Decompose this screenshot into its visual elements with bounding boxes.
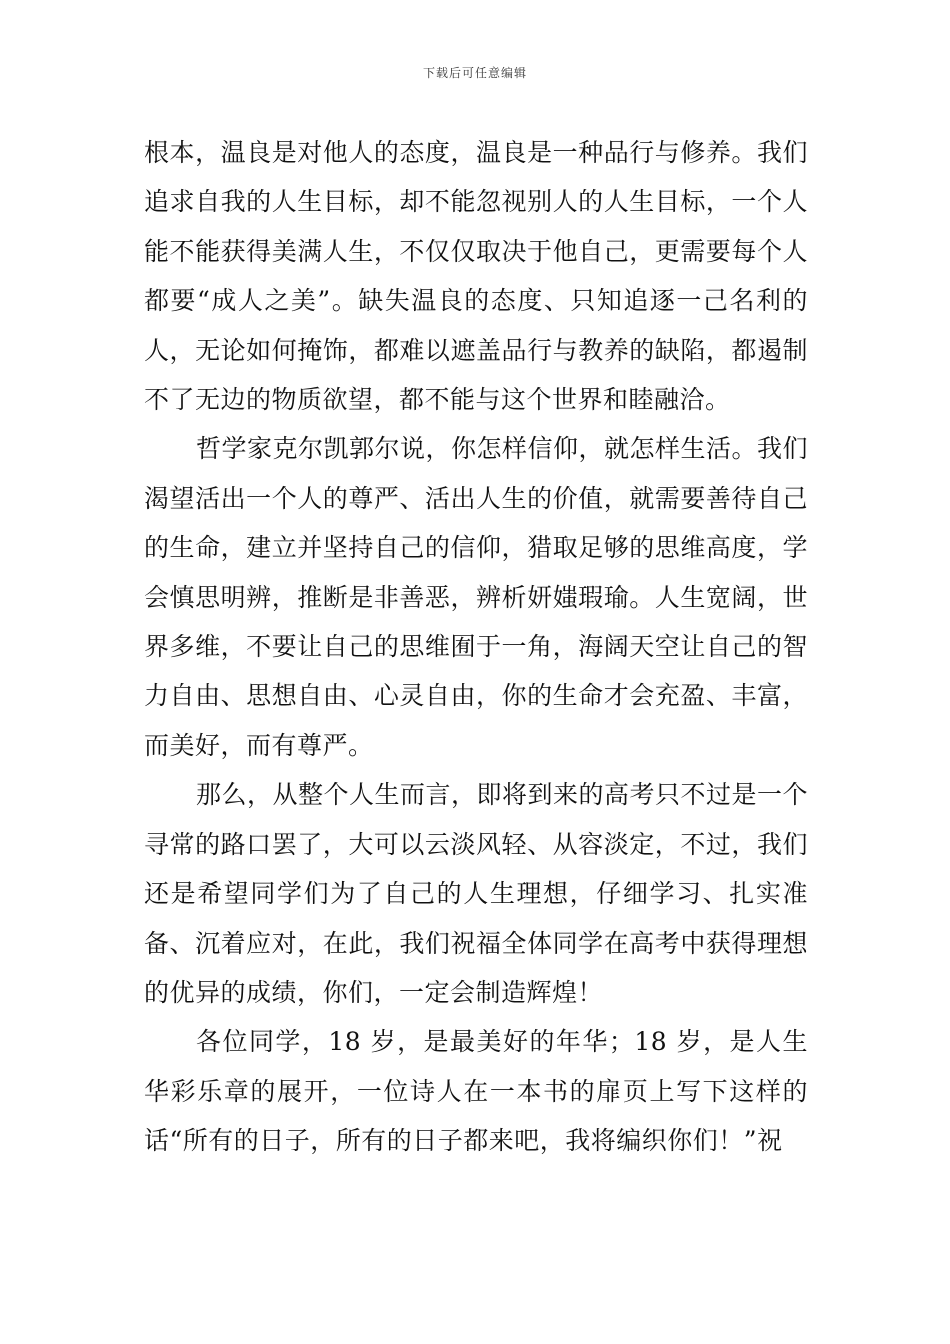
paragraph-gaokao: 那么，从整个人生而言，即将到来的高考只不过是一个寻常的路口罢了，大可以云淡风轻、从容淡定，不过，我们还是希望同学们为了自己的人生理想，仔细学习、扎实准备、沉着应对，在此，我们祝福全体同学在高考中获得理想的优异的成绩，你们，一定会制造辉煌！ (144, 780, 809, 1007)
paragraph-continuation: 根本，温良是对他人的态度，温良是一种品行与修养。我们追求自我的人生目标，却不能忽视别人的人生目标，一个人能不能获得美满人生，不仅仅取决于他自己，更需要每个人都要“成人之美”。缺失温良的态度、只知追逐一己名利的人，无论如何掩饰，都难以遮盖品行与教养的缺陷，都遏制不了无边的物质欲望，都不能与这个世界和睦融洽。 (144, 138, 808, 415)
document-body (144, 128, 808, 1166)
paragraph-philosophy: 哲学家克尔凯郭尔说，你怎样信仰，就怎样生活。我们渴望活出一个人的尊严、活出人生的价值，就需要善待自己的生命，建立并坚持自己的信仰，猎取足够的思维高度，学会慎思明辨，推断是非善恶，辨析妍媸瑕瑜。人生宽阔，世界多维，不要让自己的思维囿于一角，海阔天空让自己的智力自由、思想自由、心灵自由，你的生命才会充盈、丰富，而美好，而有尊严。 (144, 434, 809, 760)
page-header: 下载后可任意编辑 (422, 66, 527, 80)
paragraph-blessing: 各位同学，18 岁，是最美好的年华；18 岁，是人生华彩乐章的展开，一位诗人在一本书的扉页上写下这样的话“所有的日子，所有的日子都来吧，我将编织你们！”祝 (144, 1027, 808, 1156)
